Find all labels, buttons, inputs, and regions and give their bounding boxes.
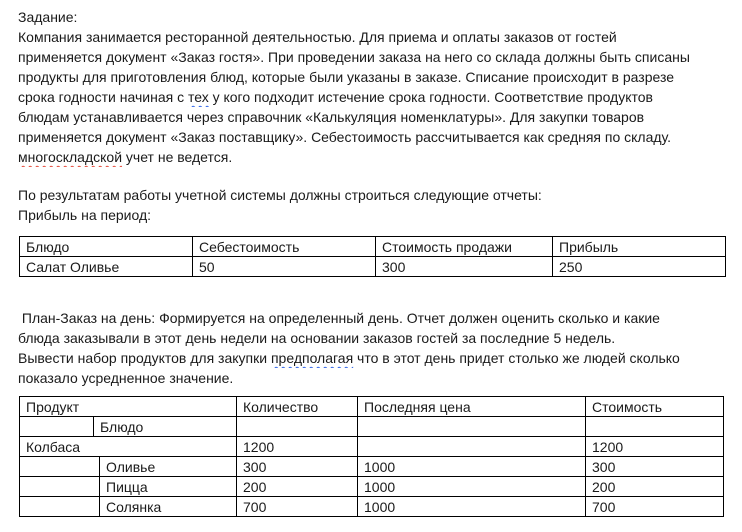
header-cell-product: Продукт xyxy=(19,397,237,417)
table-header-row xyxy=(19,397,724,417)
cell-dish: Солянка xyxy=(100,497,237,517)
cell-cost: 300 xyxy=(586,457,724,477)
text-line: План-Заказ на день: Формируется на определенный день. Отчет должен оценить сколько и какие xyxy=(18,310,660,326)
text-line xyxy=(18,87,742,107)
cell-last-price xyxy=(358,417,586,437)
header-cell-cost: Стоимость xyxy=(586,397,724,417)
text-segment: что в этот день придет столько же людей сколько xyxy=(353,350,680,366)
text-line: продукты для приготовления блюд, которые были указаны в заказе. Списание происходит в разрезе xyxy=(18,69,675,85)
header-cell-sale-price: Стоимость продажи xyxy=(376,237,553,257)
cell-dish: Пицца xyxy=(100,477,237,497)
cell-quantity: 1200 xyxy=(237,437,358,457)
cell-group-label: Блюдо xyxy=(94,417,237,437)
header-cell-profit: Прибыль xyxy=(553,237,726,257)
cell-cost: 50 xyxy=(193,257,376,277)
text-segment: срока годности начиная с xyxy=(18,89,188,105)
profit-table xyxy=(19,236,726,277)
table-row xyxy=(19,497,724,517)
cell-cost: 700 xyxy=(586,497,724,517)
text-line: применяется документ «Заказ гостя». При проведении заказа на него со склада должны быть списаны xyxy=(18,49,690,65)
text-line xyxy=(18,147,742,167)
table-row xyxy=(19,257,726,277)
table-row xyxy=(19,437,724,457)
grammar-flagged-word: предполагая xyxy=(270,350,354,366)
cell-indent xyxy=(19,457,100,477)
cell-last-price: 1000 xyxy=(358,457,586,477)
plan-table xyxy=(19,396,724,517)
cell-quantity: 300 xyxy=(237,457,358,477)
cell-indent xyxy=(19,417,94,437)
text-line: блюда заказывали в этот день недели на основании заказов гостей за последние 5 недель. xyxy=(18,330,616,346)
cell-quantity: 700 xyxy=(237,497,358,517)
cell-cost: 1200 xyxy=(586,437,724,457)
text-line: показало усредненное значение. xyxy=(18,370,234,386)
reports-paragraph xyxy=(18,185,742,225)
cell-last-price: 1000 xyxy=(358,477,586,497)
cell-quantity: 200 xyxy=(237,477,358,497)
plan-paragraph xyxy=(18,308,742,388)
text-line xyxy=(18,348,742,368)
table-row xyxy=(19,477,724,497)
text-segment: Вывести набор продуктов для закупки xyxy=(18,350,271,366)
text-line: Компания занимается ресторанной деятельностью. Для приема и оплаты заказов от гостей xyxy=(18,29,617,45)
header-cell-cost: Себестоимость xyxy=(193,237,376,257)
text-segment: у кого подходит истечение срока годности. Соответствие продуктов xyxy=(208,89,653,105)
text-line: применяется документ «Заказ поставщику». Себестоимость рассчитывается как средняя по складу. xyxy=(18,129,672,145)
cell-dish: Салат Оливье xyxy=(19,257,193,277)
cell-dish: Оливье xyxy=(100,457,237,477)
task-paragraph xyxy=(18,7,742,167)
grammar-flagged-word: тех xyxy=(187,89,209,105)
table-header-row xyxy=(19,237,726,257)
cell-profit: 250 xyxy=(553,257,726,277)
table-row xyxy=(19,417,724,437)
cell-indent xyxy=(19,477,100,497)
task-heading: Задание: xyxy=(18,9,78,25)
cell-sale-price: 300 xyxy=(376,257,553,277)
header-cell-dish: Блюдо xyxy=(19,237,193,257)
cell-cost: 200 xyxy=(586,477,724,497)
cell-cost xyxy=(586,417,724,437)
cell-last-price: 1000 xyxy=(358,497,586,517)
misspelled-word: многоскладской xyxy=(18,149,123,165)
profit-report-heading: Прибыль на период: xyxy=(18,207,152,223)
header-cell-last-price: Последняя цена xyxy=(358,397,586,417)
cell-indent xyxy=(19,497,100,517)
text-line: блюдам устанавливается через справочник «Калькуляция номенклатуры». Для закупки товаров xyxy=(18,109,645,125)
reports-intro-line: По результатам работы учетной системы должны строиться следующие отчеты: xyxy=(18,187,542,203)
cell-last-price xyxy=(358,437,586,457)
text-segment: учет не ведется. xyxy=(122,149,233,165)
header-cell-quantity: Количество xyxy=(237,397,358,417)
cell-quantity xyxy=(237,417,358,437)
table-row xyxy=(19,457,724,477)
cell-product: Колбаса xyxy=(19,437,237,457)
